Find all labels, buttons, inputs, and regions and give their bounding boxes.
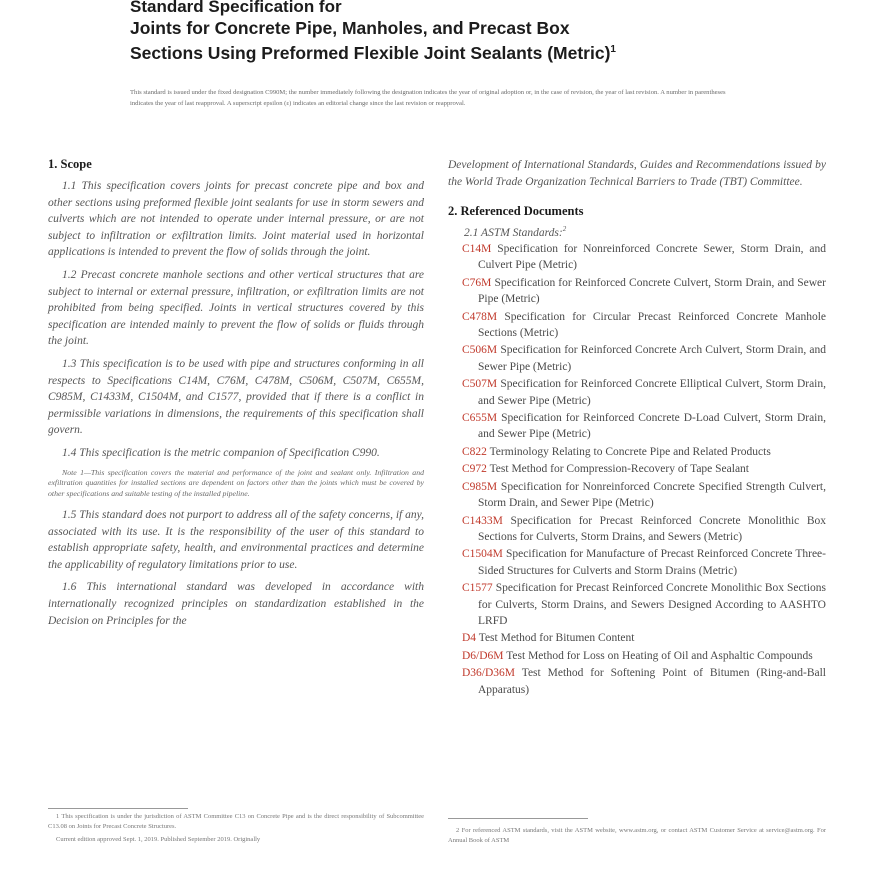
reference-code-link[interactable]: C972 xyxy=(462,463,487,476)
scope-para-1-6: 1.6 This international standard was developed in accordance with internationally recognized principles on standardization established in the Decision on Principles for the xyxy=(48,581,424,627)
reference-title: Specification for Nonreinforced Concrete Sewer, Storm Drain, and Culvert Pipe (Metric) xyxy=(478,243,826,272)
reference-item xyxy=(462,444,826,460)
scope-para-1-3: 1.3 This specification is to be used with pipe and structures conforming in all respects to Specifications C14M, C76M, C478M, C506M, C507M, C655M, C985M, C1433M, C1504M, and C1577, provided that if there is a conflict in permissible variations in dimensions, the requirements of this specification shall govern. xyxy=(48,357,424,437)
document-title xyxy=(130,0,770,64)
reference-code-link[interactable]: C822 xyxy=(462,445,487,458)
astm-standards-subheading xyxy=(464,225,826,239)
reference-code-link[interactable]: C506M xyxy=(462,344,498,357)
reference-code-link[interactable]: C14M xyxy=(462,243,492,256)
reference-item xyxy=(462,546,826,579)
scope-para-1-2: 1.2 Precast concrete manhole sections and other vertical structures that are subject to internal or external pressure, infiltration, or exfiltration limits are not prohibited from being specified. Joints in vertical structures covered by this specification are intended mainly to prevent the flow of solids or fluids through the joint. xyxy=(48,268,424,348)
reference-item xyxy=(462,580,826,629)
reference-title: Specification for Reinforced Concrete Elliptical Culvert, Storm Drain, and Sewer Pipe (Metric) xyxy=(478,378,826,407)
title-line-3-text: Sections Using Preformed Flexible Joint Sealants (Metric) xyxy=(130,42,611,63)
scope-para-1-5: 1.5 This standard does not purport to address all of the safety concerns, if any, associated with its use. It is the responsibility of the user of this standard to establish appropriate safety, health, and environmental practices and determine the applicability of regulatory limitations prior to use. xyxy=(48,509,424,571)
reference-item xyxy=(462,342,826,375)
reference-item xyxy=(462,630,826,646)
reference-item xyxy=(462,410,826,443)
reference-code-link[interactable]: D6/D6M xyxy=(462,649,504,662)
designation-intro: This standard is issued under the fixed designation C990M; the number immediately following the designation indicates the year of original adoption or, in the case of revision, the year of last revision. A number in parentheses indicates the year of last reapproval. A superscript epsilon (ε) indicates an editorial change since the last revision or reapproval. xyxy=(130,89,726,107)
reference-title: Specification for Reinforced Concrete D-Load Culvert, Storm Drain, and Sewer Pipe (Metric) xyxy=(478,412,826,441)
reference-item xyxy=(462,648,826,664)
reference-code-link[interactable]: C1504M xyxy=(462,548,503,561)
reference-item xyxy=(462,275,826,308)
footnote-divider-left xyxy=(48,808,188,809)
reference-item xyxy=(462,513,826,546)
scope-para-1-6-continued: Development of International Standards, Guides and Recommendations issued by the World Trade Organization Technical Barriers to Trade (TBT) Committee. xyxy=(448,159,826,188)
reference-code-link[interactable]: C76M xyxy=(462,276,492,289)
reference-item xyxy=(462,309,826,342)
reference-title: Specification for Reinforced Concrete Arch Culvert, Storm Drain, and Sewer Pipe (Metric) xyxy=(478,344,826,373)
footnote-divider-right xyxy=(448,818,588,819)
scope-para-1-4: 1.4 This specification is the metric companion of Specification C990. xyxy=(62,446,380,459)
reference-item xyxy=(462,461,826,477)
reference-title: Specification for Precast Reinforced Concrete Monolithic Box Sections for Culverts, Storm Drains, and Sewers (Metric) xyxy=(478,514,826,543)
footnote-1: 1 This specification is under the jurisdiction of ASTM Committee C13 on Concrete Pipe and is the direct responsibility of Subcommittee C13.08 on Joints for Precast Concrete Structures. xyxy=(48,813,424,830)
footnotes-left xyxy=(48,812,424,848)
reference-item xyxy=(462,479,826,512)
footnotes-right xyxy=(448,826,826,849)
title-line-1: Standard Specification for xyxy=(130,0,342,16)
reference-title: Test Method for Bitumen Content xyxy=(476,632,635,645)
reference-list xyxy=(448,241,826,698)
scope-note-1: Note 1—This specification covers the material and performance of the joint and sealant only. Infiltration and exfiltration quantities for installed sections are dependent on factors other than the joints which must be covered by other specifications and suitable testing of the installed pipeline. xyxy=(48,467,424,498)
title-line-2: Joints for Concrete Pipe, Manholes, and Precast Box xyxy=(130,18,570,38)
left-column xyxy=(48,157,424,635)
referenced-documents-heading: 2. Referenced Documents xyxy=(448,204,584,219)
reference-code-link[interactable]: C655M xyxy=(462,412,498,425)
reference-code-link[interactable]: D4 xyxy=(462,632,477,645)
reference-code-link[interactable]: C507M xyxy=(462,378,498,391)
reference-title: Test Method for Softening Point of Bitumen (Ring-and-Ball Apparatus) xyxy=(478,667,826,696)
reference-item xyxy=(462,665,826,698)
scope-para-1-1: 1.1 This specification covers joints for precast concrete pipe and box and other sections using preformed flexible joint sealants for use in storm sewers and culverts which are not intended to operate under internal pressure, or are not subject to infiltration or exfiltration limits. Joint material used in horizontal applications is intended to prevent the flow of solids through the joint. xyxy=(48,180,424,259)
reference-code-link[interactable]: C985M xyxy=(462,480,498,493)
reference-title: Test Method for Loss on Heating of Oil and Asphaltic Compounds xyxy=(503,649,813,662)
footnote-2: 2 For referenced ASTM standards, visit the ASTM website, www.astm.org, or contact ASTM Customer Service at service@astm.org. For Annual Book of ASTM xyxy=(448,827,826,844)
reference-code-link[interactable]: C478M xyxy=(462,310,498,323)
title-footnote-marker: 1 xyxy=(610,44,616,55)
astm-standards-footnote-marker: 2 xyxy=(562,225,567,234)
reference-title: Specification for Circular Precast Reinforced Concrete Manhole Sections (Metric) xyxy=(478,310,826,340)
footnote-1-continued: Current edition approved Sept. 1, 2019. Published September 2019. Originally xyxy=(56,836,261,843)
reference-code-link[interactable]: C1577 xyxy=(462,582,493,595)
title-line-3 xyxy=(130,39,770,64)
reference-title: Specification for Reinforced Concrete Culvert, Storm Drain, and Sewer Pipe (Metric) xyxy=(478,276,826,306)
reference-code-link[interactable]: C1433M xyxy=(462,514,503,527)
reference-item xyxy=(462,241,826,274)
reference-title: Test Method for Compression-Recovery of Tape Sealant xyxy=(486,463,750,476)
astm-standards-label: 2.1 ASTM Standards: xyxy=(464,227,563,240)
right-column xyxy=(448,157,826,699)
reference-title: Specification for Precast Reinforced Concrete Monolithic Box Sections for Culverts, Storm Drains, and Sewers Designed According to AASHTO LRFD xyxy=(478,582,826,627)
reference-title: Terminology Relating to Concrete Pipe and Related Products xyxy=(486,445,771,458)
scope-heading: 1. Scope xyxy=(48,157,92,171)
reference-title: Specification for Manufacture of Precast Reinforced Concrete Three-Sided Structures for Culverts and Storm Drains (Metric) xyxy=(478,548,826,577)
reference-code-link[interactable]: D36/D36M xyxy=(462,667,516,680)
reference-item xyxy=(462,376,826,409)
reference-title: Specification for Nonreinforced Concrete Specified Strength Culvert, Storm Drain, and Sewer Pipe (Metric) xyxy=(478,480,826,510)
